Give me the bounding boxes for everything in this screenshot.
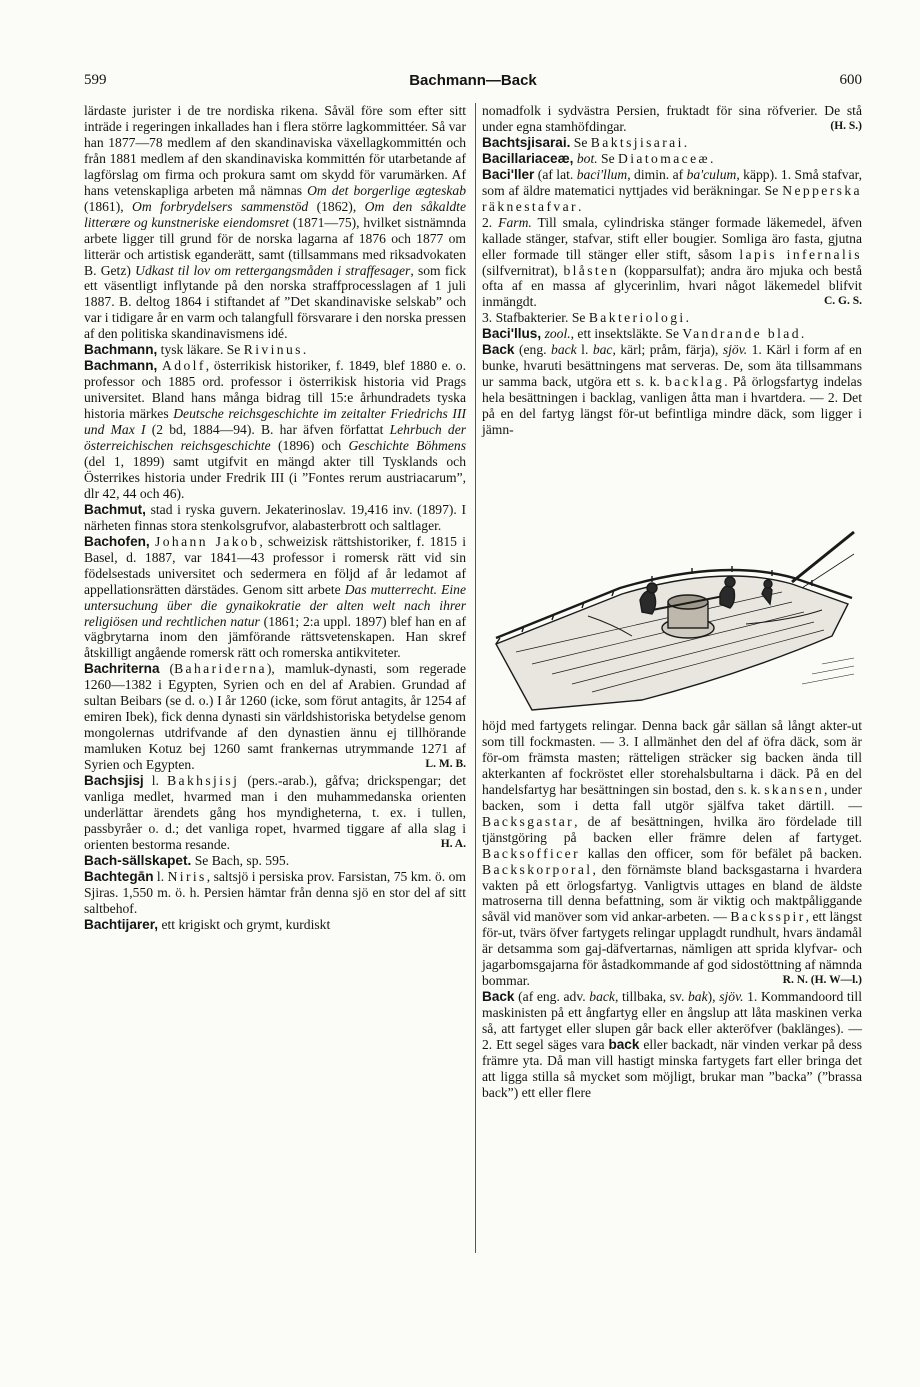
italic-text: Om det borgerlige ægteskab [307,182,466,198]
spaced-text: Backsofficer [482,845,580,861]
spaced-text: Backskorporal [482,861,593,877]
headword: Bachmut, [84,501,146,517]
spaced-text: Backsspir [730,909,806,925]
italic-text: back [551,342,577,358]
italic-text: Deutsche reichsgeschichte im zeitalter Friedrichs III und Max I [84,406,466,438]
headword: Back [482,342,515,358]
entry-text: , tillbaka, sv. [614,989,688,1005]
entry-text: , käpp). 1. Små stafvar, som af äldre matematici nyttjades vid beräkningar. Se [482,166,862,198]
italic-text: Om forbrydelsers sammenstöd [132,198,309,214]
entry-text: (del 1, 1899) samt utgifvit en mängd akter till Tysklands och Österrikes historia under Fredrik III (i ”Fontes rerum austriacarum”, dlr 42, 44 och 46). [84,453,466,501]
spaced-text: Rivinus [243,342,303,358]
right-column-upper [482,103,862,438]
ship-forecastle-engraving-icon [492,524,856,712]
italic-text: Geschichte Böhmens [348,438,466,454]
entry-text: , ett insektsläkte. Se [570,326,683,342]
italic-text: Om den såkaldte litterære og kunstneriske eiendomsret [84,198,466,230]
entry-text: , österrikisk historiker, f. 1849, blef 1880 e. o. professor och 1885 ord. professor i österrikisk historia vid Prags universitet. Bland hans många bidrag till 15:e århundradets tyska historia märkes [84,358,466,422]
spaced-text: lapis infernalis [739,246,863,262]
entry-text: l. [576,342,593,358]
entry-text: . [800,326,805,342]
entry-text: , schweizisk rättshistoriker, f. 1815 i Basel, d. 1887, var 1841—43 professor i romersk rätt vid sin födelsestads universitet och sedermera en följd af år ledamot af appellationsrätten därstädes. Genom sitt arbete [84,533,466,597]
italic-text: bak [688,989,708,1005]
italic-text: sjöv. [722,342,748,358]
article-entry [84,358,466,502]
entry-text: (1896) och [270,438,349,454]
spaced-text: Baktsjisarai [590,134,684,150]
entry-text: stad i ryska guvern. Jekaterinoslav. 19,416 inv. (1897). I närheten finnas stora stenkolsgrufvor, alabasterbrott och saltlager. [84,501,466,533]
entry-text: . [709,150,714,166]
entry-text: (1871—75), hvilket sistnämnda arbete ligger till grund för de norska lagarna af 1876 och 1877 om litterär och artistisk eganderätt, samt (tillsammans med riksadvokaten B. Getz) [84,214,466,278]
spaced-text: Bakhsjisj [167,773,240,789]
headword: Bacillariaceæ, [482,150,574,166]
column-divider [475,103,476,1253]
entry-text: 2. [482,214,499,230]
entry-text: eller backadt, när vinden verkar på dess främre yta. Då man vill hastigt minska fartygets fart eller bringa det att ligga stilla så mycket som möjligt, brukar man ”backa” (”brassa back”) ett eller flere [482,1037,862,1100]
entry-text: (eng. [514,342,552,358]
article-entry [482,718,862,989]
entry-text: tysk läkare. Se [157,342,244,358]
article-entry [482,342,862,438]
spaced-text: blåsten [563,262,619,278]
right-column-lower [482,718,862,1101]
entry-text: (2 bd, 1884—94). B. har äfven författat [145,422,390,438]
headword: Bachtsjisarai. [482,134,571,150]
entry-text: , de af besättningen, hvilka äro fördelade till tjänstgöring på backen eller främre delen af fartyget. [482,813,862,845]
spaced-text: Nepperska räknestafvar [482,182,862,214]
entry-text: . [683,134,688,150]
headword: Bach-sällskapet. [84,852,192,868]
entry-text: ), [707,989,720,1005]
entry-text: (kopparsulfat); andra äro mjuka och bestå ofta af en massa af glycerinlim, hvari något läkemedel blifvit inmängdt. [482,262,862,310]
article-entry [482,167,862,215]
headword: Bachmann, [84,342,158,358]
headword: Bachtegān [84,868,154,884]
italic-text: bac [592,342,613,358]
article-entry [482,989,862,1101]
entry-text: ett krigiskt och grymt, kurdiskt [158,916,331,932]
entry-text: , den förnämste bland backsgastarna i hvardera vakten på ett örlogsfartyg. Vanligtvis uttages en bland de äldste matroserna till denna befattning, som är viktig och maktpåliggande såväl vid manöver som vid ankar-arbeten. — [482,861,862,925]
article-entry [482,103,862,135]
entry-text: Se Bach, sp. 595. [191,852,290,868]
entry-text: lärdaste jurister i de tre nordiska rikena. Såväl före som efter sitt inträde i regeringen inkallades han i flera större lagkommittéer. Så var han 1877—78 medlem af den skandinaviska växellagkommittén och från 1881 medlem af den skandinaviska kommittén för utarbetande af lagförslag om firma och prokura samt om skydd för varumärken. Af hans vetenskapliga arbeten må nämnas [84,103,466,198]
author-signature: H. A. [440,837,466,850]
italic-text: ba'culum [686,166,737,182]
entry-text: l. [153,868,168,884]
running-head [84,72,862,94]
article-entry [84,773,466,853]
article-entry [84,869,466,917]
page-number-right: 600 [839,72,862,88]
entry-text: (silfvernitrat), [482,262,564,278]
left-column [84,103,466,933]
entry-text: höjd med fartygets relingar. Denna back går sällan så långt akter-ut som till fockmasten. — 3. I allmänhet den del af öfra däck, som är för-om främsta masten; rätteligen sträcker sig backen ända till akterkanten af fockröstet eller storehalsbultarna i däck. På en del handelsfartyg har besättningen sin bostad, den s. k. [482,718,862,797]
entry-text: l. [143,773,168,789]
entry-text: (af eng. adv. [514,989,590,1005]
article-entry [84,342,466,358]
entry-text: 1. Kärl i form af en bunke, hvaruti besättningens mat serveras. De, som äta tillsammans ur samma back, utgöra ett s. k. [482,342,862,390]
spaced-text: backlag [665,374,725,390]
headword: Bachsjisj [84,773,144,789]
entry-text: , dimin. af [627,166,687,182]
italic-text: Lehrbuch der österreichischen reichsgeschichte [84,422,467,454]
spaced-text: Bahariderna [174,661,267,677]
spaced-text: Diatomaceæ [618,150,710,166]
article-entry [482,151,862,167]
entry-text: . [577,198,582,214]
italic-text: back [589,989,615,1005]
article-entry [84,853,466,869]
entry-text: . På örlogsfartyg indelas hela besättningen i backlag, vanligen åtta man i hvartdera. — 2. Det på en del fartyg längst för-ut befintliga mindre däck, som ligger i jämn- [482,374,862,438]
spaced-text: Niris [167,868,207,884]
entry-text: (1862), [308,198,365,214]
entry-text: kallas den officer, som för befälet på backen. [580,845,862,861]
author-signature: R. N. (H. W—l.) [782,974,862,987]
article-entry [482,215,862,311]
spaced-text: skansen [764,781,825,797]
entry-text: , ett längst för-ut, tvärs öfver fartygets relingar upplagdt rundhult, hvars ändamål är detsamma som gaj-däfvertarnas, nämligen att sprida klyfvar- och jagarbomsgajarna för åstadkommande af god sidostöttning af nämnda bommar. [482,909,862,989]
article-entry [84,502,466,534]
article-entry [84,917,466,933]
entry-text: , kärl; pråm, färja), [612,342,723,358]
headword: Baci'llus, [482,326,542,342]
entry-text: nomadfolk i sydvästra Persien, fruktadt för sina röfverier. De stå under egna stamhöfdingar. [482,103,862,134]
italic-text: Das mutterrecht. Eine untersuchung über die gynaikokratie der alten welt nach ihrer religiösen und rechtlichen natur [84,581,466,629]
italic-text: Farm. [498,214,532,230]
spaced-text: Adolf [162,358,206,374]
entry-text: (af lat. [534,166,577,182]
article-entry [482,135,862,151]
entry-text: 1. Kommandoord till maskinisten på ett ångfartyg eller en ångslup att låta maskinen verka så, att fartyget eller slupen går back eller akteröfver (baklänges). — 2. Ett segel säges vara [482,989,862,1053]
entry-text: (pers.-arab.), gåfva; drickspengar; det vanliga medlet, hvarmed man i den muhammedanska orienten underlättar ärendets gång hos myndigheterna, t. ex. i tullen, passbyråer o. d.; det vanliga ropet, hvarmed tiggare af alla slag i orienten bestorma resande. [84,773,466,852]
article-entry [84,661,466,773]
page-number-left: 599 [84,72,107,88]
italic-text: zool. [544,326,571,342]
entry-text: Till smala, cylindriska stänger formade läkemedel, äfven kallade stänger, stafvar, stift eller bougier. Somliga äro fasta, gjutna eller formade till stänger eller stift, såsom [482,214,862,262]
spaced-text: Vandrande blad [682,326,801,342]
entry-text: Se [597,150,619,166]
article-entry [84,534,466,662]
article-entry [84,103,466,342]
headword: Bachriterna [84,661,160,677]
article-entry [482,310,862,326]
italic-text: bot. [576,150,598,166]
headword: Baci'ller [482,166,535,182]
entry-text: . [685,310,690,326]
entry-text: Se [570,134,591,150]
entry-text: . [302,342,307,358]
author-signature: L. M. B. [425,758,466,771]
spaced-text: Johann Jakob [155,533,260,549]
entry-text: (1861), [84,198,133,214]
page-title: Bachmann—Back [409,72,537,89]
article-entry [482,326,862,342]
entry-text: ), mamluk-dynasti, som regerade 1260—1382 i Egypten, Syrien och en del af Arabien. Grundad af sultan Beibars (se d. o.) I år 1260 (icke, som förut antagits, år 1254 af emiren Ibek), fick denna dynasti sin världshistoriska betydelse genom mongolernas utdrifvande af den dynastien ännu ej tillhörande mamluken Kotuz bej 1260 samt frankernas utrymmande 1271 af Syrien och Egypten. [84,661,466,773]
spaced-text: Bakteriologi [588,310,686,326]
author-signature: (H. S.) [830,119,862,132]
entry-text: , under backen, som i detta fall utgör själfva taket därtill. — [482,781,863,813]
headword: Back [482,989,515,1005]
entry-text: 3. Stafbakterier. Se [482,310,589,326]
headword: Bachmann, [84,358,158,374]
entry-text: (1861; 2:a uppl. 1897) blef han en af vägbrytarna inom den jämförande rättsvetenskapen. Han skref åtskilligt angående romersk rätt och romerska antikviteter. [84,613,466,661]
italic-text: baci'llum [576,166,628,182]
entry-text: ( [159,661,175,677]
headword: Bachtijarer, [84,916,159,932]
entry-text: , saltsjö i persiska prov. Farsistan, 75 km. ö. om Sjiras. 1,550 m. ö. h. Persien hämtar från denna sjö en stor del af sitt saltbehof. [84,868,466,916]
spaced-text: Backsgastar [482,813,575,829]
entry-text: , som fick ett väsentligt inflytande på den norska straffprocesslagen af 1 juli 1887. B. deltog 1864 i stiftandet af ”Det skandinaviske selskab” och var i tidigare år en varm och talangfull försvarare i den norska pressen af den politiska skandinavismens idé. [84,262,466,342]
italic-text: Udkast til lov om rettergangsmåden i straffesager [135,262,411,278]
bold-text: back [608,1037,640,1053]
author-signature: C. G. S. [823,295,862,308]
headword: Bachofen, [84,533,150,549]
italic-text: sjöv. [719,989,744,1005]
